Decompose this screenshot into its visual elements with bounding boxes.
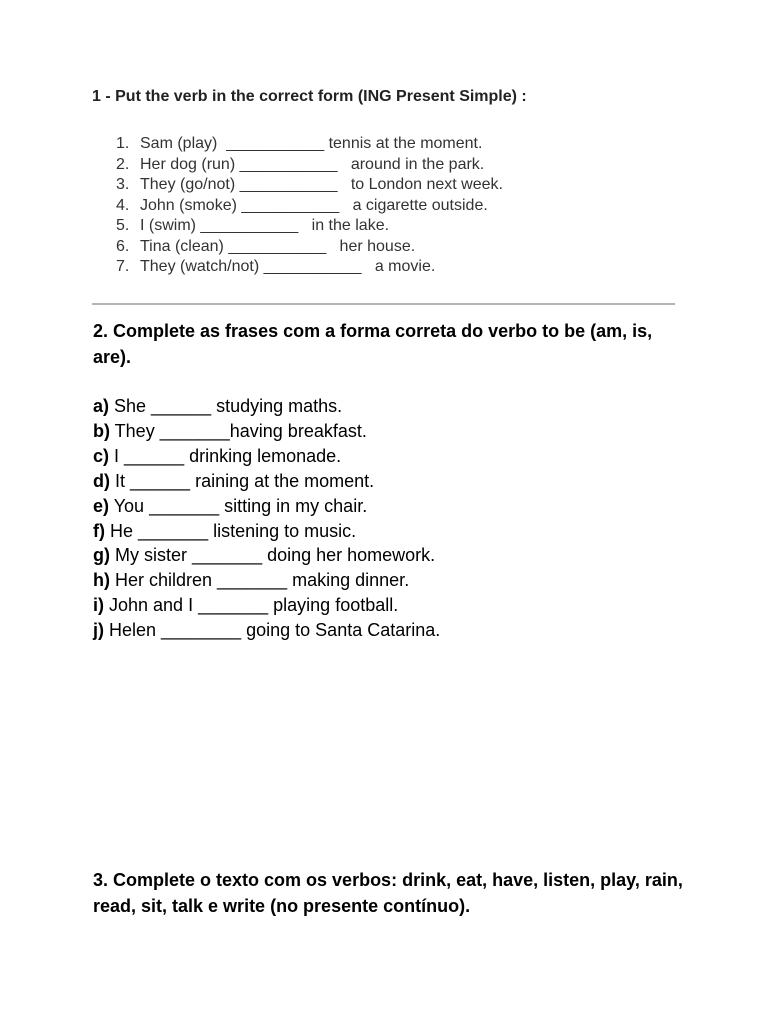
item-text: They _______having breakfast. <box>110 420 367 441</box>
list-item <box>93 568 440 593</box>
item-letter: g) <box>93 545 110 566</box>
list-item <box>116 237 503 258</box>
item-text: I ______ drinking lemonade. <box>109 445 342 466</box>
list-item <box>116 216 503 237</box>
exercise-1-list <box>116 134 503 278</box>
list-item <box>93 444 440 469</box>
item-letter: b) <box>93 420 110 441</box>
exercise-1-title: 1 - Put the verb in the correct form (ING Present Simple) : <box>92 88 527 105</box>
item-letter: e) <box>93 495 110 516</box>
list-item <box>93 394 440 419</box>
item-letter: h) <box>93 570 110 591</box>
item-text: Sam (play) ___________ tennis at the moment. <box>140 135 483 152</box>
item-number: 4. <box>116 196 130 214</box>
item-text: I (swim) ___________ in the lake. <box>140 217 390 234</box>
item-text: It ______ raining at the moment. <box>110 470 375 491</box>
list-item <box>93 543 440 568</box>
item-text: John and I _______ playing football. <box>104 595 399 616</box>
exercise-2-list <box>93 394 440 643</box>
item-letter: f) <box>93 520 105 541</box>
item-text: She ______ studying maths. <box>109 396 343 416</box>
item-letter: d) <box>93 470 110 491</box>
item-number: 2. <box>116 155 130 173</box>
item-text: John (smoke) ___________ a cigarette outside. <box>140 196 488 214</box>
list-item <box>116 257 503 278</box>
item-text: Tina (clean) ___________ her house. <box>140 237 416 255</box>
list-item <box>116 134 503 155</box>
item-letter: i) <box>93 595 104 616</box>
item-text: They (watch/not) ___________ a movie. <box>140 258 436 275</box>
item-text: My sister _______ doing her homework. <box>110 545 436 566</box>
item-letter: j) <box>93 620 104 641</box>
list-item <box>93 519 440 544</box>
item-text: Her dog (run) ___________ around in the park. <box>140 155 485 173</box>
item-number: 5. <box>116 217 130 234</box>
item-number: 1. <box>116 135 130 152</box>
list-item <box>93 494 440 519</box>
list-item <box>116 155 503 176</box>
list-item <box>93 419 440 444</box>
item-letter: c) <box>93 445 110 466</box>
item-number: 6. <box>116 237 130 255</box>
item-number: 3. <box>116 176 130 193</box>
list-item <box>93 593 440 618</box>
list-item <box>93 469 440 494</box>
item-text: Helen ________ going to Santa Catarina. <box>104 620 441 641</box>
item-text: He _______ listening to music. <box>105 520 357 541</box>
item-text: You _______ sitting in my chair. <box>109 495 368 516</box>
item-number: 7. <box>116 258 130 275</box>
section-divider <box>92 303 675 305</box>
exercise-3-title: 3. Complete o texto com os verbos: drink, eat, have, listen, play, rain, read, sit, talk e write (no presente contínuo). <box>93 870 683 916</box>
item-text: Her children _______ making dinner. <box>110 570 410 591</box>
list-item <box>93 618 440 643</box>
list-item <box>116 175 503 196</box>
exercise-2-title: 2. Complete as frases com a forma correta do verbo to be (am, is, are). <box>93 321 653 367</box>
list-item <box>116 196 503 217</box>
item-text: They (go/not) ___________ to London next week. <box>140 176 503 193</box>
item-letter: a) <box>93 396 110 416</box>
